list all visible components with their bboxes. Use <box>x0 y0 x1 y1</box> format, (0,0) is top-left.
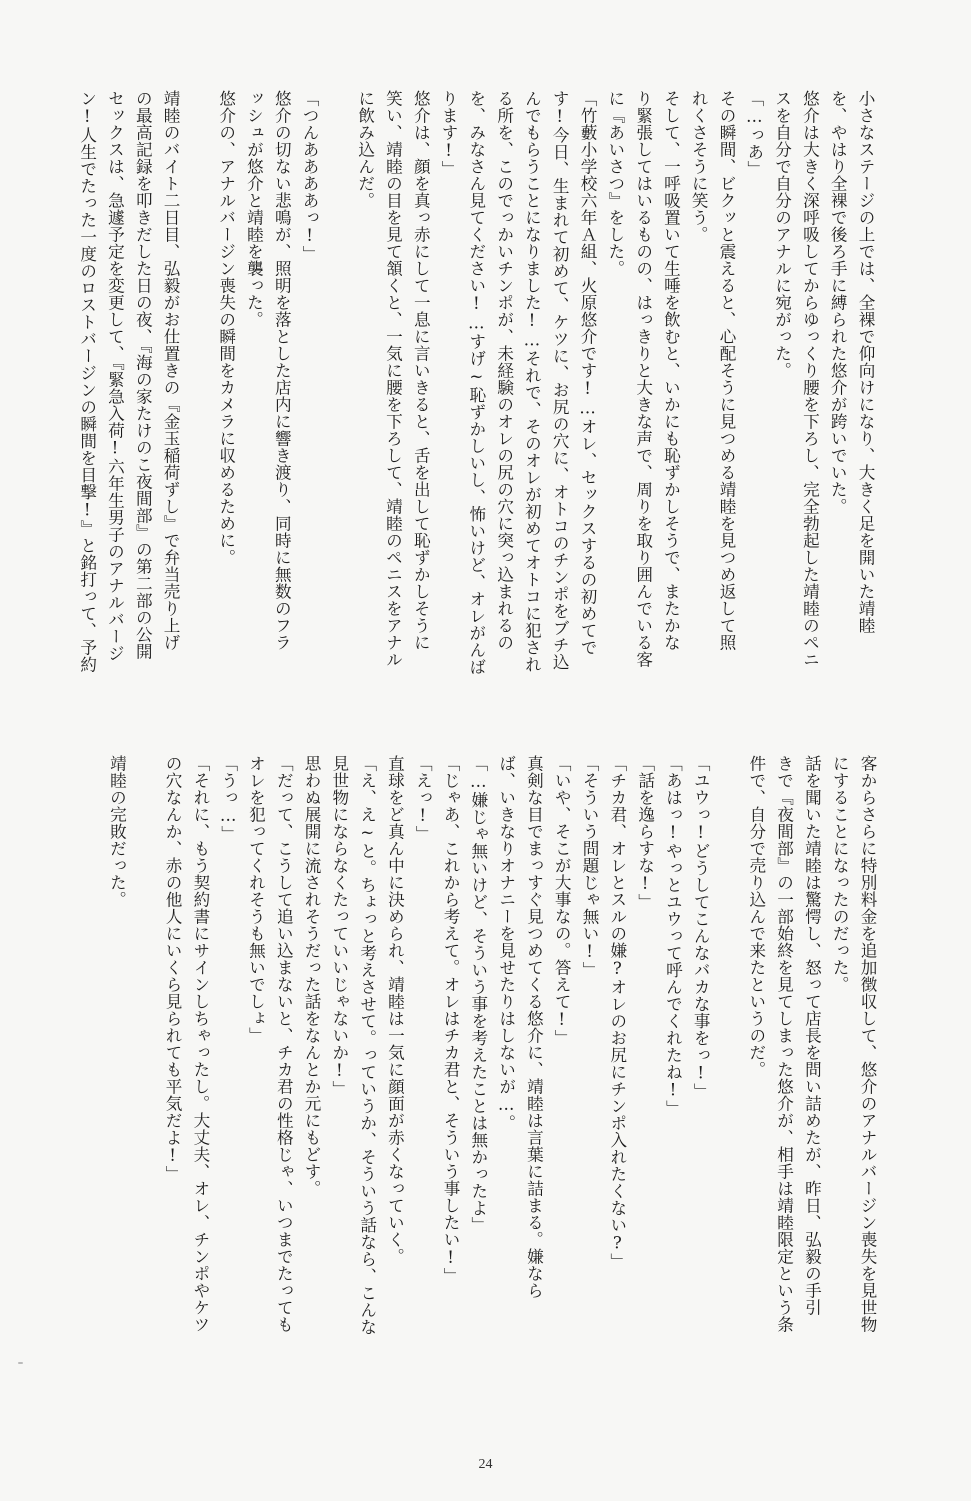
text-line: 「それに、もう契約書にサインしちゃったし。大丈夫、オレ、チンポやケツ <box>190 755 210 1333</box>
text-line <box>130 755 158 1395</box>
text-line: 「チカ君、オレとスルの嫌?オレのお尻にチンポ入れたくない?」 <box>607 755 627 1270</box>
text-line: 見世物にならなくたっていいじゃないか!」 <box>329 755 349 1098</box>
text-line <box>323 90 351 730</box>
text-line: セックスは、急遽予定を変更して、『緊急入荷!六年生男子のアナルバージ <box>105 90 125 663</box>
text-line: 悠介は、顔を真っ赤にして一息に言いきると、舌を出して恥ずかしそうに <box>411 90 431 651</box>
text-line: ッシュが悠介と靖睦を襲った。 <box>244 90 264 328</box>
text-line: きで『夜間部』の一部始終を見てしまった悠介が、相手は靖睦限定という条 <box>774 755 794 1333</box>
text-line: そして、一呼吸置いて生唾を飲むと、いかにも恥ずかしそうで、またかな <box>661 90 681 651</box>
text-line: 「だって、こうして追い込まないと、チカ君の性格じゃ、いつまでたっても <box>274 755 294 1333</box>
text-line: り緊張してはいるものの、はっきりと大きな声で、周りを取り囲んでいる客 <box>633 90 653 668</box>
text-line: 思わぬ展開に流されそうだった話をなんとか元にもどす。 <box>302 755 322 1197</box>
text-line: る所を、このでっかいチンポが、未経験のオレの尻の穴に突っ込まれるの <box>494 90 514 651</box>
text-line: 笑い、靖睦の目を見て頷くと、一気に腰を下ろして、靖睦のペニスをアナル <box>383 90 403 668</box>
text-line: ります!」 <box>439 90 459 178</box>
text-line: の最高記録を叩きだした日の夜、『海の家たけのこ夜間部』の第二部の公開 <box>133 90 153 660</box>
text-line: 悠介は大きく深呼吸してからゆっくり腰を下ろし、完全勃起した靖睦のペニ <box>800 90 820 668</box>
upper-text-block <box>73 90 879 730</box>
text-line: 「話を逸らすな!」 <box>635 755 655 911</box>
scan-mark <box>18 1362 23 1364</box>
text-line: 「あはっ!やっとユウって呼んでくれたね!」 <box>663 755 683 1117</box>
lower-text-block <box>103 755 881 1395</box>
text-line: オレを犯ってくれそうも無いでしょ」 <box>246 755 266 1044</box>
text-line: にすることになったのだった。 <box>830 755 850 993</box>
text-line: れくさそうに笑う。 <box>689 90 709 243</box>
page-number: 24 <box>478 1457 493 1472</box>
text-line: 件で、自分で売り込んで来たというのだ。 <box>746 755 766 1078</box>
text-line: 「うっ…」 <box>218 755 238 843</box>
text-line: 悠介の、アナルバージン喪失の瞬間をカメラに収めるために。 <box>216 90 236 566</box>
text-line <box>184 90 212 730</box>
text-line: に飲み込んだ。 <box>355 90 375 209</box>
text-line: ば、いきなりオナニーを見せたりはしないが…。 <box>496 755 516 1132</box>
text-line: す!今日、生まれて初めて、ケツに、お尻の穴に、オトコのチンポをブチ込 <box>550 90 570 671</box>
text-line: スを自分で自分のアナルに宛がった。 <box>772 90 792 379</box>
text-line: その瞬間、ビクッと震えると、心配そうに見つめる靖睦を見つめ返して照 <box>717 90 737 651</box>
text-line: 悠介の切ない悲鳴が、照明を落とした店内に響き渡り、同時に無数のフラ <box>272 90 292 651</box>
text-line: 「えっ!」 <box>413 755 433 843</box>
text-line: 「そういう問題じゃ無い!」 <box>580 755 600 979</box>
text-line: に『あいさつ』をした。 <box>605 90 625 277</box>
text-line: んでもらうことになりました!…それで、そのオレが初めてオトコに犯され <box>522 90 542 673</box>
text-line: 直球をど真ん中に決められ、靖睦は一気に顔面が赤くなっていく。 <box>385 755 405 1265</box>
text-line: の穴なんか、赤の他人にいくら見られても平気だよ!」 <box>163 755 183 1183</box>
text-line: 「つんああああっ!」 <box>300 90 320 263</box>
text-line: 「え、え~と。ちょっと考えさせて。っていうか、そういう話なら、こんな <box>357 755 377 1336</box>
text-line: を、やはり全裸で後ろ手に縛られた悠介が跨いでいた。 <box>828 90 848 515</box>
text-line <box>714 755 742 1395</box>
text-line: 「…っあ」 <box>744 90 764 178</box>
text-line: 客からさらに特別料金を追加徴収して、悠介のアナルバージン喪失を見世物 <box>858 755 877 1333</box>
text-line: ン!人生でたった一度のロストバージンの瞬間を目撃!』と銘打って、予約 <box>77 90 97 673</box>
text-line: 「いや、そこが大事なの。答えて!」 <box>552 755 572 1047</box>
text-line: 靖睦のバイト二日目、弘毅がお仕置きの『金玉稲荷ずし』で弁当売り上げ <box>161 90 181 651</box>
text-line: 「じゃあ、これから考えて。オレはチカ君と、そういう事したい!」 <box>441 755 461 1285</box>
text-line: 靖睦の完敗だった。 <box>107 755 127 908</box>
text-line: 「…嫌じゃ無いけど、そういう事を考えたことは無かったよ」 <box>468 755 488 1234</box>
text-line: 話を聞いた靖睦は驚愕し、怒って店長を問い詰めたが、昨日、弘毅の手引 <box>802 755 822 1316</box>
text-line: 小さなステージの上では、全裸で仰向けになり、大きく足を開いた靖睦 <box>856 90 875 634</box>
text-line: 真剣な目でまっすぐ見つめてくる悠介に、靖睦は言葉に詰まる。嫌なら <box>524 755 544 1299</box>
text-line: 「竹藪小学校六年Ａ組、火原悠介です!…オレ、セックスするの初めてで <box>578 90 598 656</box>
text-line: 「ユウっ!どうしてこんなバカな事をっ!」 <box>691 755 711 1100</box>
text-line: を、みなさん見てください!…すげ~恥ずかしいし、怖いけど、オレがんば <box>466 90 486 676</box>
